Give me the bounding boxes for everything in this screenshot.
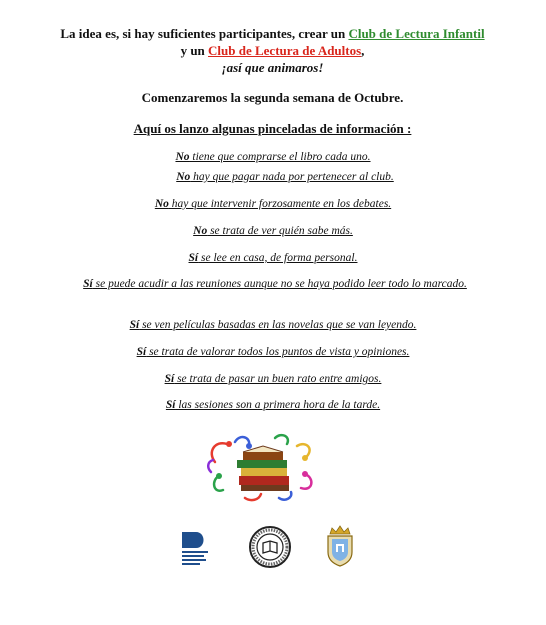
info-item: Sí se trata de valorar todos los puntos de vista y opiniones.	[136, 346, 410, 358]
books-illustration	[205, 432, 320, 504]
intro-text-1: La idea es, si hay suficientes participantes, crear un	[60, 26, 349, 41]
info-item: Sí se lee en casa, de forma personal.	[188, 252, 358, 264]
info-item: No se trata de ver quién sabe más.	[193, 225, 353, 237]
club-adultos-label: Club de Lectura de Adultos	[208, 43, 362, 58]
info-item: Sí se ven películas basadas en las novelas que se van leyendo.	[129, 319, 417, 331]
info-item: Sí las sesiones son a primera hora de la tarde.	[165, 399, 381, 411]
round-stamp	[248, 525, 292, 569]
info-heading: Aquí os lanzo algunas pinceladas de información :	[133, 121, 412, 136]
info-item: Sí se trata de pasar un buen rato entre amigos.	[164, 373, 382, 385]
library-network-logo	[178, 530, 220, 566]
intro-text-2: y un	[180, 43, 209, 58]
info-item: No tiene que comprarse el libro cada uno.	[175, 151, 371, 163]
info-item: Sí se puede acudir a las reuniones aunque no se haya podido leer todo lo marcado.	[83, 278, 467, 290]
coat-of-arms	[322, 524, 358, 568]
info-item: No hay que pagar nada por pertenecer al club.	[176, 171, 394, 183]
start-date-line: Comenzaremos la segunda semana de Octubre.	[141, 90, 404, 105]
info-item: No hay que intervenir forzosamente en los debates.	[154, 198, 392, 210]
club-infantil-label: Club de Lectura Infantil	[348, 26, 485, 41]
encouragement-text: ¡así que animaros!	[221, 60, 324, 75]
intro-text-3: ,	[361, 43, 365, 58]
intro-paragraph	[60, 25, 485, 76]
